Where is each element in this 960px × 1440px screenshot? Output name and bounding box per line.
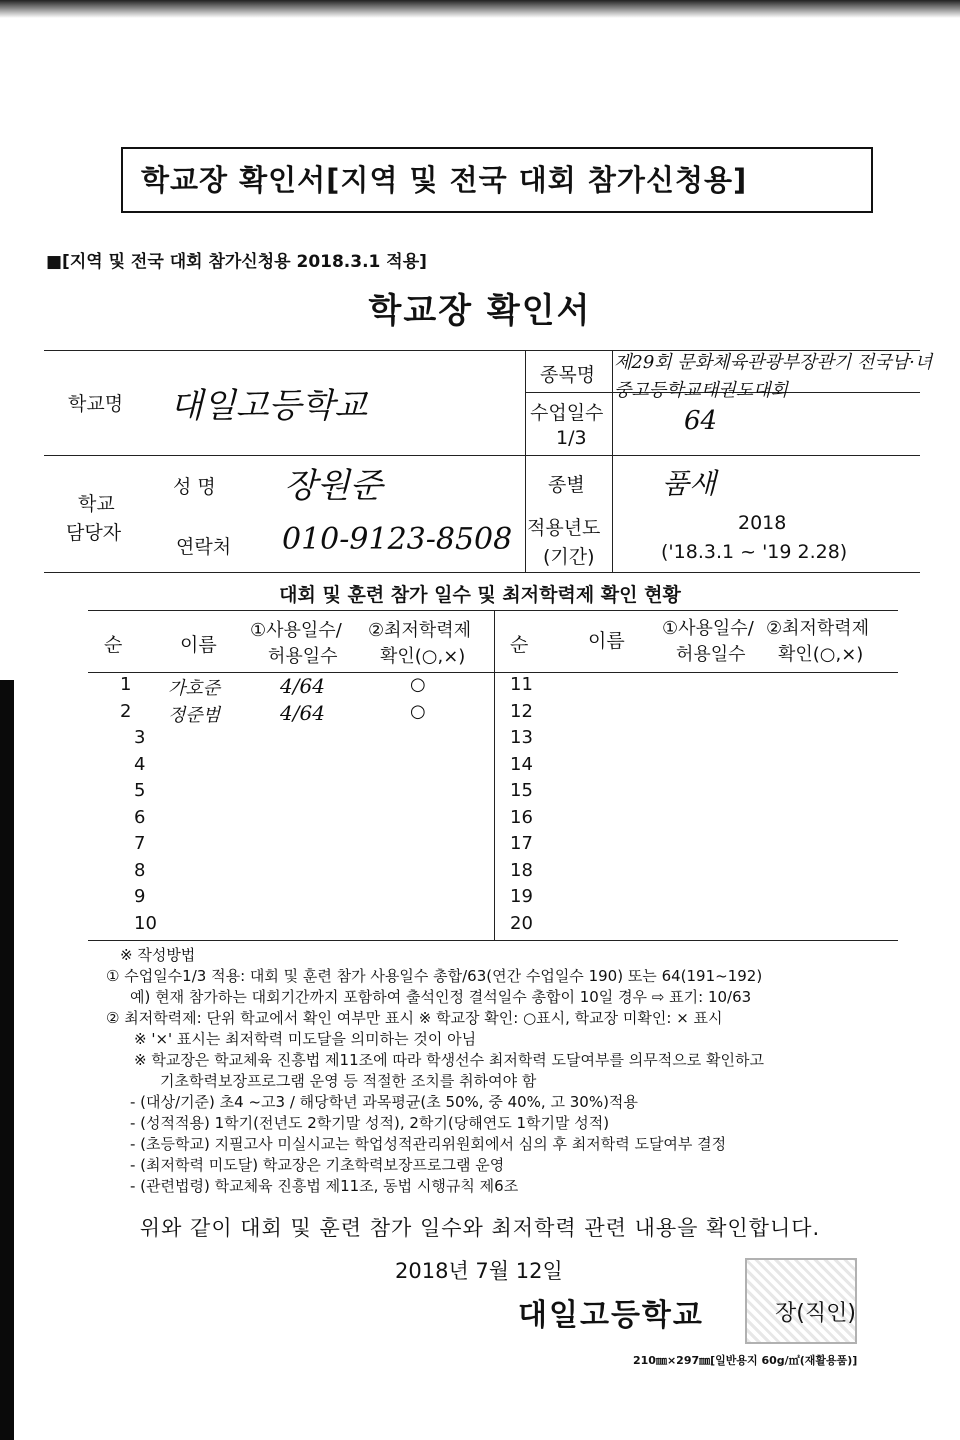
grid-line xyxy=(88,940,898,941)
class-days-label: 수업일수 xyxy=(530,402,604,424)
year-label: 적용년도 xyxy=(527,517,601,539)
col-header-num-right: 순 xyxy=(510,634,529,656)
contact-value: 010-9123-8508 xyxy=(282,522,513,557)
row-number: 4 xyxy=(134,753,146,775)
row-number: 2 xyxy=(120,700,132,722)
note-line: - (초등학교) 지필고사 미실시교는 학업성적관리위원회에서 심의 후 최저학력 도달여부 결정 xyxy=(130,1135,727,1153)
col-header-days-2: 허용일수 xyxy=(268,646,338,667)
grid-line xyxy=(494,610,495,940)
note-line: ※ 학교장은 학교체육 진흥법 제11조에 따라 학생선수 최저학력 도달여부를 의무적으로 확인하고 xyxy=(134,1051,764,1069)
row-number: 6 xyxy=(134,806,146,828)
row-number: 14 xyxy=(510,753,533,775)
event-label: 종목명 xyxy=(540,364,596,386)
note-line: - (관련법령) 학교체육 진흥법 제11조, 동법 시행규칙 제6조 xyxy=(130,1177,519,1195)
col-header-num: 순 xyxy=(104,634,123,656)
paper-spec: 210㎜×297㎜[일반용지 60g/㎡(재활용품)] xyxy=(633,1354,858,1367)
contact-label: 연락처 xyxy=(176,536,232,558)
row-days: 4/64 xyxy=(280,700,325,725)
row-check: ○ xyxy=(410,674,426,695)
row-number: 3 xyxy=(134,727,146,748)
period-label: (기간) xyxy=(543,546,595,568)
class-days-value: 64 xyxy=(684,406,718,436)
col-header-min-right: ②최저학력제 xyxy=(766,618,870,639)
note-line: 예) 현재 참가하는 대회기간까지 포함하여 출석인정 결석일수 총합이 10일 경우 ⇨ 표기: 10/63 xyxy=(130,988,752,1006)
col-header-min-2: 확인(○,×) xyxy=(380,646,466,667)
note-line: ※ 작성방법 xyxy=(120,946,196,964)
col-header-days-right: ①사용일수/ xyxy=(662,618,754,639)
grid-line xyxy=(612,350,613,572)
note-line: - (성적적용) 1학기(전년도 2학기말 성적), 2학기(당해연도 1학기말 성적) xyxy=(130,1114,610,1132)
principal-seal-label: 장(직인) xyxy=(775,1301,856,1326)
confirmation-text: 위와 같이 대회 및 훈련 참가 일수와 최저학력 관련 내용을 확인합니다. xyxy=(139,1216,821,1240)
row-number: 5 xyxy=(134,780,146,801)
table-title: 대회 및 훈련 참가 일수 및 최저학력제 확인 현황 xyxy=(279,584,681,606)
year-value: 2018 xyxy=(738,512,787,534)
col-header-min: ②최저학력제 xyxy=(368,620,472,641)
row-number: 10 xyxy=(134,912,157,934)
row-number: 9 xyxy=(134,886,146,907)
row-number: 19 xyxy=(510,886,533,907)
scan-edge-left xyxy=(0,680,14,1440)
document-header-box: 학교장 확인서[지역 및 전국 대회 참가신청용] xyxy=(121,147,873,213)
row-name: 가호준 xyxy=(168,678,221,699)
note-line: 기초학력보장프로그램 운영 등 적절한 조치를 취하여야 함 xyxy=(160,1072,537,1090)
row-number: 1 xyxy=(120,674,132,695)
type-value: 품새 xyxy=(662,467,717,500)
note-line: ※ '×' 표시는 최저학력 미도달을 의미하는 것이 아님 xyxy=(134,1030,477,1048)
row-number: 7 xyxy=(134,833,146,854)
row-number: 11 xyxy=(510,674,533,695)
row-days: 4/64 xyxy=(280,674,325,698)
event-value-line2: 중고등학교태권도대회 xyxy=(614,380,788,401)
note-line: ② 최저학력제: 단위 학교에서 확인 여부만 표시 ※ 학교장 확인: ○표시, 학교장 미확인: × 표시 xyxy=(106,1009,723,1027)
col-header-days-right-2: 허용일수 xyxy=(676,644,746,665)
row-name: 정준범 xyxy=(168,704,221,726)
page-title: 학교장 확인서 xyxy=(368,291,592,331)
principal-signature: 대일고등학교 xyxy=(518,1298,704,1333)
row-number: 13 xyxy=(510,727,533,748)
grid-line xyxy=(525,350,526,572)
note-line: - (대상/기준) 초4 ~고3 / 해당학년 과목평균(초 50%, 중 40%, 고 30%)적용 xyxy=(130,1093,638,1111)
note-line: ① 수업일수1/3 적용: 대회 및 훈련 참가 사용일수 총합/63(연간 수업일수 190) 또는 64(191~192) xyxy=(106,967,763,985)
grid-line xyxy=(44,572,920,573)
grid-line xyxy=(88,610,898,611)
note-line: - (최저학력 미도달) 학교장은 기초학력보장프로그램 운영 xyxy=(130,1156,505,1174)
row-number: 12 xyxy=(510,700,533,722)
school-name-label: 학교명 xyxy=(68,393,124,415)
type-label: 종별 xyxy=(548,474,585,496)
grid-line xyxy=(88,672,898,673)
col-header-name-right: 이름 xyxy=(588,630,625,652)
col-header-min-right-2: 확인(○,×) xyxy=(778,644,864,665)
school-name-value: 대일고등학교 xyxy=(170,386,368,426)
row-number: 17 xyxy=(510,833,533,854)
row-number: 15 xyxy=(510,780,533,801)
manager-label: 학교 xyxy=(78,493,115,515)
col-header-days: ①사용일수/ xyxy=(250,620,342,641)
scan-edge-top xyxy=(0,0,960,18)
col-header-name: 이름 xyxy=(180,634,217,656)
issue-date: 2018년 7월 12일 xyxy=(395,1259,563,1283)
period-value: ('18.3.1 ~ '19 2.28) xyxy=(661,541,848,563)
row-number: 20 xyxy=(510,912,533,934)
manager-name-value: 장원준 xyxy=(284,466,383,506)
manager-label-2: 담당자 xyxy=(66,522,122,544)
row-number: 16 xyxy=(510,806,533,828)
grid-line xyxy=(44,455,920,456)
manager-name-label: 성 명 xyxy=(173,476,216,498)
class-days-fraction-label: 1/3 xyxy=(556,427,587,449)
row-number: 8 xyxy=(134,859,146,881)
row-number: 18 xyxy=(510,859,533,881)
row-check: ○ xyxy=(410,700,426,722)
form-subtag: ■[지역 및 전국 대회 참가신청용 2018.3.1 적용] xyxy=(46,252,427,272)
event-value-line1: 제29회 문화체육관광부장관기 전국남·녀 xyxy=(614,352,933,373)
